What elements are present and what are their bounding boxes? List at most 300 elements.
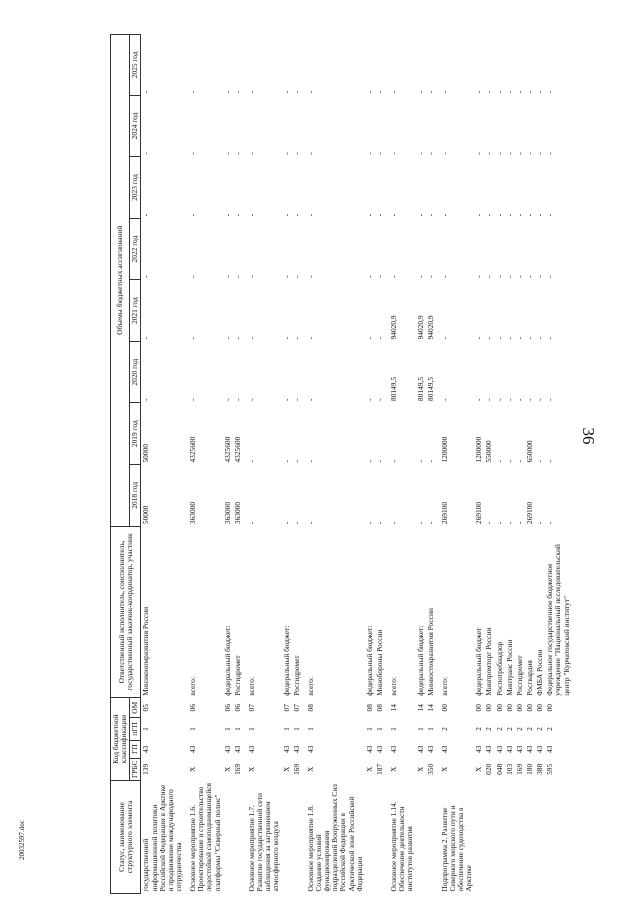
header-responsible: Ответственный исполнитель, соисполнитель, государственный заказчик-координатор, участник xyxy=(111,526,141,698)
code-grbs: 350 xyxy=(425,763,435,775)
budget-volume-cell: 363000 xyxy=(188,501,198,525)
budget-volume-cell: - xyxy=(232,90,242,94)
budget-volume-cell: - xyxy=(291,460,301,463)
budget-volume-cell: - xyxy=(545,460,555,463)
responsible-executor: всего: xyxy=(246,676,256,696)
budget-volume-cell: 4325600 xyxy=(222,436,232,463)
table-row xyxy=(495,35,505,894)
budget-volume-cell: 269100 xyxy=(474,501,484,525)
budget-volume-cell: - xyxy=(415,152,425,155)
code-gp: 43 xyxy=(494,745,504,753)
table-row xyxy=(385,35,415,894)
budget-volume-cell: - xyxy=(504,213,514,217)
budget-volume-cell: - xyxy=(305,90,315,94)
budget-volume-cell: - xyxy=(281,398,291,401)
budget-volume-cell: - xyxy=(364,213,374,217)
budget-volume-cell: - xyxy=(364,398,374,401)
budget-volume-cell: - xyxy=(246,275,256,278)
code-pgp: 1 xyxy=(222,727,232,731)
budget-volume-cell: 50000 xyxy=(141,505,151,525)
budget-volume-cell: - xyxy=(188,336,198,340)
budget-volume-cell: - xyxy=(525,398,535,401)
budget-volume-cell: - xyxy=(389,213,399,217)
budget-volume-cell: - xyxy=(415,275,425,278)
budget-volume-cell: - xyxy=(525,213,535,217)
budget-volume-cell: 80149,5 xyxy=(389,376,399,401)
responsible-executor: Минвостокразвития России xyxy=(425,608,435,696)
budget-volume-cell: - xyxy=(246,152,256,155)
structural-element-name xyxy=(365,780,375,893)
budget-volume-cell: - xyxy=(504,460,514,463)
budget-volume-cell: - xyxy=(484,213,494,217)
budget-volume-cell: - xyxy=(222,152,232,155)
code-gp: 43 xyxy=(514,745,524,753)
header-year: 2018 год xyxy=(130,465,141,527)
budget-volume-cell: 4325600 xyxy=(232,436,242,463)
structural-element-name xyxy=(282,780,292,893)
budget-volume-cell: 650000 xyxy=(525,440,535,463)
budget-volume-cell: - xyxy=(504,336,514,340)
code-grbs: X xyxy=(246,766,256,773)
budget-volume-cell: - xyxy=(439,398,449,401)
budget-volume-cell: - xyxy=(494,275,504,278)
structural-element-name xyxy=(535,780,545,893)
budget-volume-cell: 50000 xyxy=(141,444,151,463)
responsible-executor: Росгидромет xyxy=(232,655,242,696)
code-gp: 43 xyxy=(415,745,425,753)
code-grbs: X xyxy=(305,766,315,773)
budget-volume-cell: - xyxy=(222,398,232,401)
budget-volume-cell: - xyxy=(291,90,301,94)
table-row xyxy=(292,35,302,894)
code-grbs: 169 xyxy=(232,763,242,775)
budget-volume-cell: - xyxy=(281,521,291,525)
code-pgp: 1 xyxy=(291,727,301,731)
structural-element-name: Основное мероприятие 1.14. Обеспечение деятельности институтов развития xyxy=(389,801,415,892)
code-pgp: 2 xyxy=(535,727,545,731)
budget-volume-cell: - xyxy=(494,90,504,94)
budget-volume-cell: - xyxy=(545,398,555,401)
responsible-executor: Роспотребнадзор xyxy=(494,641,504,696)
structural-element-name xyxy=(416,780,426,893)
responsible-executor: федеральный бюджет xyxy=(474,627,484,696)
structural-element-name xyxy=(375,780,385,893)
header-year: 2025 год xyxy=(130,35,141,96)
responsible-executor: федеральный бюджет: xyxy=(281,625,291,696)
page-number: 36 xyxy=(579,427,598,445)
budget-volume-cell: - xyxy=(415,90,425,94)
budget-volume-cell: - xyxy=(415,460,425,463)
header-volumes-group: Объемы бюджетных ассигнований xyxy=(111,35,130,527)
code-grbs: 020 xyxy=(484,763,494,775)
table-row xyxy=(535,35,545,894)
structural-element-name xyxy=(292,780,302,893)
budget-volume-cell: - xyxy=(232,336,242,340)
budget-volume-cell: - xyxy=(504,398,514,401)
budget-volume-cell: - xyxy=(504,152,514,155)
code-pgp: 2 xyxy=(474,727,484,731)
structural-element-name: Основное мероприятие 1.8. Создание условий функционирования подразделений Вооруженных Сил Российской Федерации в Арктической зоне Российской Федерации xyxy=(305,784,364,892)
budget-volume-cell: - xyxy=(484,152,494,155)
code-pgp: 1 xyxy=(389,727,399,731)
budget-volume-cell: - xyxy=(494,213,504,217)
code-om: 00 xyxy=(504,704,514,712)
budget-volume-cell: 363000 xyxy=(222,501,232,525)
table-row xyxy=(184,35,223,894)
code-om: 08 xyxy=(305,704,315,712)
budget-volume-cell: - xyxy=(374,90,384,94)
code-gp: 43 xyxy=(281,745,291,753)
budget-volume-cell: - xyxy=(374,275,384,278)
code-gp: 43 xyxy=(484,745,494,753)
budget-volume-cell: - xyxy=(494,398,504,401)
responsible-executor: ФМБА России xyxy=(535,649,545,696)
code-grbs: X xyxy=(439,766,449,773)
code-pgp: 2 xyxy=(545,727,555,731)
budget-volume-cell: - xyxy=(514,521,524,525)
budget-volume-cell: 1200000 xyxy=(439,436,449,463)
budget-volume-cell: - xyxy=(425,275,435,278)
footer-filename: 20032597.doc xyxy=(18,820,26,860)
budget-volume-cell: - xyxy=(425,90,435,94)
budget-volume-cell: - xyxy=(364,336,374,340)
responsible-executor: федеральный бюджет: xyxy=(364,625,374,696)
structural-element-name xyxy=(525,780,535,893)
budget-volume-cell: - xyxy=(389,152,399,155)
code-grbs: 595 xyxy=(545,763,555,775)
table-row xyxy=(545,35,571,894)
code-pgp: 1 xyxy=(415,727,425,731)
budget-volume-cell: - xyxy=(281,213,291,217)
code-gp: 43 xyxy=(364,745,374,753)
table-row xyxy=(515,35,525,894)
responsible-executor: Федеральное государственное бюджетное учреждение "Национальный исследовательский центр "Курчатовский институт" xyxy=(545,544,571,696)
budget-volume-cell: - xyxy=(364,152,374,155)
code-gp: 43 xyxy=(504,745,514,753)
budget-volume-cell: - xyxy=(439,336,449,340)
budget-table-container xyxy=(100,2,625,897)
budget-volume-cell: - xyxy=(514,336,524,340)
budget-volume-cell: - xyxy=(246,460,256,463)
budget-volume-cell: - xyxy=(364,521,374,525)
code-pgp: 1 xyxy=(188,727,198,731)
budget-volume-cell: - xyxy=(364,90,374,94)
code-grbs: X xyxy=(389,766,399,773)
code-pgp: 2 xyxy=(514,727,524,731)
budget-volume-cell: - xyxy=(374,460,384,463)
code-grbs: X xyxy=(188,766,198,773)
budget-volume-cell: 94020,9 xyxy=(389,315,399,340)
code-grbs: 169 xyxy=(291,763,301,775)
code-om: 14 xyxy=(389,704,399,712)
budget-volume-cell: - xyxy=(545,521,555,525)
budget-volume-cell: - xyxy=(246,213,256,217)
header-year: 2020 год xyxy=(130,341,141,403)
structural-element-name: государственной информационной политики Российской Федерации в Арктике и продвижение международного сотрудничества xyxy=(141,784,183,892)
code-pgp: 1 xyxy=(246,727,256,731)
budget-volume-cell: - xyxy=(525,152,535,155)
table-row xyxy=(505,35,515,894)
code-pgp: 2 xyxy=(504,727,514,731)
budget-volume-cell: 94020,9 xyxy=(425,315,435,340)
code-gp: 43 xyxy=(222,745,232,753)
budget-volume-cell: - xyxy=(291,152,301,155)
structural-element-name xyxy=(474,780,484,893)
code-grbs: 169 xyxy=(514,763,524,775)
budget-volume-cell: 4325600 xyxy=(188,436,198,463)
budget-volume-cell: - xyxy=(484,336,494,340)
code-om: 08 xyxy=(364,704,374,712)
table-row xyxy=(141,35,184,894)
budget-volume-cell: - xyxy=(484,521,494,525)
budget-volume-cell: - xyxy=(246,521,256,525)
table-row xyxy=(233,35,243,894)
budget-volume-cell: - xyxy=(535,213,545,217)
budget-volume-cell: - xyxy=(439,152,449,155)
budget-volume-cell: - xyxy=(188,152,198,155)
budget-volume-cell: - xyxy=(525,336,535,340)
budget-volume-cell: - xyxy=(545,90,555,94)
code-gp: 43 xyxy=(425,745,435,753)
code-grbs: 187 xyxy=(374,763,384,775)
structural-element-name: Подпрограмма 2. Развитие Северного морского пути и обеспечение судоходства в Арктике xyxy=(439,805,474,892)
code-pgp: 2 xyxy=(494,727,504,731)
header-year: 2022 год xyxy=(130,218,141,280)
budget-volume-cell: - xyxy=(514,460,524,463)
budget-volume-cell: - xyxy=(415,213,425,217)
budget-volume-cell: - xyxy=(545,336,555,340)
code-om: 00 xyxy=(474,704,484,712)
code-om: 14 xyxy=(415,704,425,712)
budget-volume-cell: - xyxy=(535,336,545,340)
code-pgp: 1 xyxy=(364,727,374,731)
budget-volume-cell: - xyxy=(425,521,435,525)
budget-volume-cell: - xyxy=(291,336,301,340)
code-grbs: 388 xyxy=(535,763,545,775)
budget-volume-cell: - xyxy=(232,152,242,155)
budget-volume-cell: - xyxy=(439,275,449,278)
budget-volume-cell: - xyxy=(514,90,524,94)
responsible-executor: Минтранс России xyxy=(504,639,514,696)
responsible-executor: Росгвардия xyxy=(525,660,535,696)
code-grbs: X xyxy=(474,766,484,773)
code-grbs: X xyxy=(281,766,291,773)
code-grbs: 103 xyxy=(504,763,514,775)
budget-volume-cell: - xyxy=(141,275,151,278)
budget-volume-cell: 94020,9 xyxy=(415,315,425,340)
budget-volume-cell: - xyxy=(514,152,524,155)
code-om: 14 xyxy=(425,704,435,712)
budget-volume-cell: - xyxy=(425,152,435,155)
budget-volume-cell: - xyxy=(514,213,524,217)
code-pgp: 1 xyxy=(141,727,151,731)
budget-volume-cell: - xyxy=(364,275,374,278)
budget-volume-cell: - xyxy=(494,460,504,463)
structural-element-name xyxy=(484,780,494,893)
budget-volume-cell: - xyxy=(291,398,301,401)
code-gp: 43 xyxy=(246,745,256,753)
budget-volume-cell: - xyxy=(222,336,232,340)
code-pgp: 2 xyxy=(439,727,449,731)
structural-element-name xyxy=(515,780,525,893)
code-gp: 43 xyxy=(474,745,484,753)
budget-volume-cell: - xyxy=(291,521,301,525)
header-year: 2021 год xyxy=(130,280,141,342)
table-row xyxy=(525,35,535,894)
structural-element-name: Основное мероприятие 1.6. Проектирование и строительство ледостойкой самоподнимающейся платформы "Северный полюс" xyxy=(188,783,222,892)
budget-volume-cell: - xyxy=(389,90,399,94)
budget-volume-cell: - xyxy=(281,90,291,94)
code-om: 00 xyxy=(545,704,555,712)
budget-volume-cell: - xyxy=(535,90,545,94)
code-pgp: 1 xyxy=(305,727,315,731)
budget-volume-cell: - xyxy=(425,460,435,463)
budget-volume-cell: - xyxy=(474,336,484,340)
budget-volume-cell: - xyxy=(188,90,198,94)
budget-volume-cell: - xyxy=(141,90,151,94)
budget-volume-cell: - xyxy=(494,152,504,155)
code-grbs: 139 xyxy=(141,763,151,775)
budget-volume-cell: - xyxy=(141,398,151,401)
budget-volume-cell: - xyxy=(474,398,484,401)
budget-volume-cell: 363000 xyxy=(232,501,242,525)
budget-volume-cell: - xyxy=(232,275,242,278)
budget-volume-cell: - xyxy=(484,275,494,278)
header-year: 2019 год xyxy=(130,403,141,465)
budget-volume-cell: - xyxy=(141,152,151,155)
table-row xyxy=(302,35,365,894)
responsible-executor: федеральный бюджет: xyxy=(415,625,425,696)
budget-allocation-table xyxy=(110,34,572,894)
code-gp: 43 xyxy=(389,745,399,753)
budget-volume-cell: - xyxy=(425,213,435,217)
structural-element-name xyxy=(505,780,515,893)
header-status: Статус, наименование структурного элемента xyxy=(111,780,141,893)
budget-volume-cell: - xyxy=(474,275,484,278)
budget-volume-cell: - xyxy=(305,460,315,463)
budget-volume-cell: - xyxy=(474,213,484,217)
table-header xyxy=(111,35,141,894)
responsible-executor: всего: xyxy=(188,676,198,696)
code-grbs: 048 xyxy=(494,763,504,775)
code-pgp: 1 xyxy=(425,727,435,731)
table-row xyxy=(223,35,233,894)
table-row xyxy=(436,35,475,894)
budget-volume-cell: - xyxy=(535,460,545,463)
budget-volume-cell: - xyxy=(389,275,399,278)
table-row xyxy=(365,35,375,894)
code-gp: 43 xyxy=(525,745,535,753)
code-gp: 43 xyxy=(305,745,315,753)
code-om: 07 xyxy=(246,704,256,712)
code-om: 06 xyxy=(188,704,198,712)
code-grbs: X xyxy=(364,766,374,773)
structural-element-name xyxy=(495,780,505,893)
header-year: 2024 год xyxy=(130,95,141,157)
budget-volume-cell: - xyxy=(305,398,315,401)
code-gp: 43 xyxy=(232,745,242,753)
code-om: 00 xyxy=(484,704,494,712)
budget-volume-cell: - xyxy=(374,213,384,217)
structural-element-name xyxy=(426,780,436,893)
budget-volume-cell: 269100 xyxy=(439,501,449,525)
structural-element-name xyxy=(545,780,571,893)
budget-volume-cell: - xyxy=(389,521,399,525)
code-grbs: 180 xyxy=(525,763,535,775)
table-row xyxy=(484,35,494,894)
budget-volume-cell: - xyxy=(246,336,256,340)
header-grbs: ГРБС xyxy=(130,758,141,780)
budget-volume-cell: - xyxy=(545,275,555,278)
budget-volume-cell: - xyxy=(474,90,484,94)
budget-volume-cell: - xyxy=(439,213,449,217)
code-om: 07 xyxy=(281,704,291,712)
code-gp: 43 xyxy=(535,745,545,753)
budget-volume-cell: - xyxy=(222,90,232,94)
code-pgp: 1 xyxy=(281,727,291,731)
budget-volume-cell: - xyxy=(141,336,151,340)
responsible-executor: всего: xyxy=(305,676,315,696)
budget-volume-cell: - xyxy=(374,152,384,155)
responsible-executor: Минпромторг России xyxy=(484,627,494,696)
header-code-group: Код бюджетной классификации xyxy=(111,698,130,781)
responsible-executor: всего: xyxy=(439,676,449,696)
table-row xyxy=(474,35,484,894)
responsible-executor: Минэкономразвития России xyxy=(141,606,151,696)
budget-volume-cell: - xyxy=(291,213,301,217)
budget-volume-cell: - xyxy=(188,213,198,217)
code-om: 08 xyxy=(374,704,384,712)
structural-element-name xyxy=(233,780,243,893)
budget-volume-cell: - xyxy=(545,152,555,155)
code-gp: 43 xyxy=(141,745,151,753)
code-grbs: X xyxy=(415,766,425,773)
budget-volume-cell: - xyxy=(525,275,535,278)
budget-volume-cell: - xyxy=(141,213,151,217)
header-year: 2023 год xyxy=(130,157,141,219)
table-row xyxy=(282,35,292,894)
responsible-executor: Минобороны России xyxy=(374,629,384,696)
table-body xyxy=(141,35,572,894)
code-gp: 43 xyxy=(374,745,384,753)
budget-volume-cell: - xyxy=(415,521,425,525)
code-om: 05 xyxy=(141,704,151,712)
responsible-executor: Росгидромет xyxy=(291,655,301,696)
code-gp: 43 xyxy=(188,745,198,753)
budget-volume-cell: - xyxy=(374,521,384,525)
code-om: 00 xyxy=(525,704,535,712)
budget-volume-cell: - xyxy=(504,275,514,278)
budget-volume-cell: - xyxy=(305,213,315,217)
budget-volume-cell: - xyxy=(246,398,256,401)
header-gp: ГП xyxy=(130,740,141,758)
budget-volume-cell: - xyxy=(281,275,291,278)
budget-volume-cell: - xyxy=(535,152,545,155)
budget-volume-cell: - xyxy=(232,213,242,217)
code-om: 06 xyxy=(222,704,232,712)
budget-volume-cell: - xyxy=(246,90,256,94)
header-pgp: пГП xyxy=(130,718,141,740)
budget-volume-cell: - xyxy=(545,213,555,217)
responsible-executor: Росгидромет xyxy=(514,655,524,696)
code-pgp: 2 xyxy=(484,727,494,731)
budget-volume-cell: - xyxy=(305,275,315,278)
budget-volume-cell: - xyxy=(281,152,291,155)
budget-volume-cell: 550000 xyxy=(484,440,494,463)
budget-volume-cell: - xyxy=(525,90,535,94)
budget-volume-cell: - xyxy=(281,460,291,463)
structural-element-name xyxy=(223,780,233,893)
